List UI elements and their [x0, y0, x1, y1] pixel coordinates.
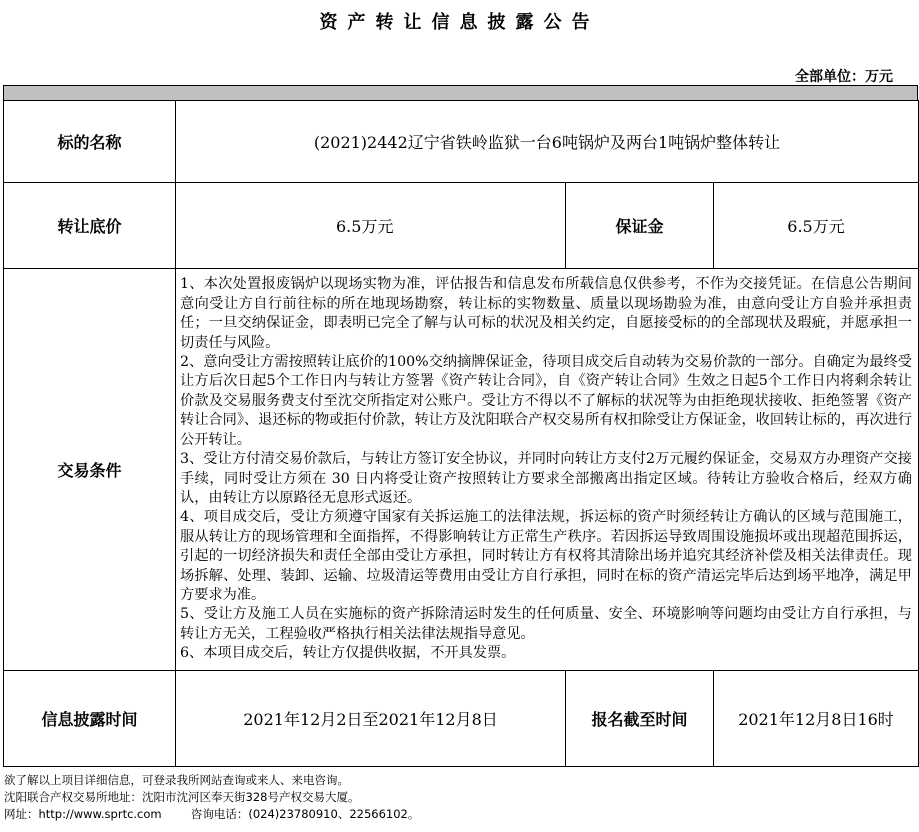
condition-item: 2、意向受让方需按照转让底价的100%交纳摘牌保证金，待项目成交后自动转为交易价款的一部分。自确定为最终受让方后次日起5个工作日内与转让方签署《资产转让合同》，自《资产转让合同》生效之日起5个工作日内将剩余转让价款及交易服务费支付至沈交所指定对公账户。受让方不得以不了解标的状况等为由拒绝现状接收、拒绝签署《资产转让合同》、退还标的物或拒付价款，转让方及沈阳联合产权交易所有权扣除受让方保证金，收回转让标的，再次进行公开转让。 [180, 354, 912, 448]
deposit-label: 保证金 [566, 183, 714, 269]
footer-contact: 网址：http://www.sprtc.com 咨询电话：(024)23780910、22566102。 [4, 807, 420, 821]
price-value: 6.5万元 [176, 183, 566, 269]
footer [4, 772, 419, 823]
condition-item: 3、受让方付清交易价款后，与转让方签订安全协议，并同时向转让方支付2万元履约保证金，交易双方办理资产交接手续，同时受让方须在 30 日内将受让资产按照转让方要求全部搬离出指定区域。待转让方验收合格后，经双方确认，由转让方以原路径无息形式返还。 [180, 451, 912, 506]
header-band [3, 85, 918, 101]
unit-note: 全部单位：万元 [795, 69, 893, 85]
condition-item: 1、本次处置报废锅炉以现场实物为准，评估报告和信息发布所载信息仅供参考，不作为交接凭证。在信息公告期间意向受让方自行前往标的所在地现场勘察，转让标的实物数量、质量以现场勘验为准，由意向受让方自验并承担责任；一旦交纳保证金，即表明已完全了解与认可标的状况及相关约定，自愿接受标的的全部现状及瑕疵，并愿承担一切责任与风险。 [180, 276, 912, 351]
row-price [4, 183, 919, 269]
row-dates [4, 671, 919, 767]
row-name [4, 101, 919, 183]
condition-item: 6、本项目成交后，转让方仅提供收据，不开具发票。 [180, 645, 516, 662]
footer-line: 欲了解以上项目详细信息，可登录我所网站查询或来人、来电咨询。 [4, 773, 349, 787]
name-label: 标的名称 [4, 101, 176, 183]
price-label: 转让底价 [4, 183, 176, 269]
deadline-label: 报名截至时间 [566, 671, 714, 767]
disclosure-label: 信息披露时间 [4, 671, 176, 767]
name-value: (2021)2442辽宁省铁岭监狱一台6吨锅炉及两台1吨锅炉整体转让 [176, 101, 919, 183]
page-title: 资产转让信息披露公告 [319, 12, 600, 33]
info-table [3, 100, 919, 767]
deadline-value: 2021年12月8日16时 [714, 671, 919, 767]
conditions-text [176, 269, 919, 671]
condition-item: 5、受让方及施工人员在实施标的资产拆除清运时发生的任何质量、安全、环境影响等问题均由受让方自行承担，与转让方无关，工程验收严格执行相关法律法规指导意见。 [180, 606, 912, 642]
deposit-value: 6.5万元 [714, 183, 919, 269]
conditions-label: 交易条件 [4, 269, 176, 671]
row-conditions [4, 269, 919, 671]
condition-item: 4、项目成交后，受让方须遵守国家有关拆运施工的法律法规，拆运标的资产时须经转让方确认的区域与范围施工，服从转让方的现场管理和全面指挥，不得影响转让方正常生产秩序。若因拆运导致周围设施损坏或出现超范围拆运，引起的一切经济损失和责任全部由受让方承担，同时转让方有权将其清除出场并追究其经济补偿及相关法律责任。现场拆解、处理、装卸、运输、垃圾清运等费用由受让方自行承担，同时在标的资产清运完毕后达到场平地净，满足甲方要求为准。 [180, 509, 912, 603]
disclosure-value: 2021年12月2日至2021年12月8日 [176, 671, 566, 767]
footer-address: 沈阳联合产权交易所地址：沈阳市沈河区奉天街328号产权交易大厦。 [4, 790, 360, 804]
